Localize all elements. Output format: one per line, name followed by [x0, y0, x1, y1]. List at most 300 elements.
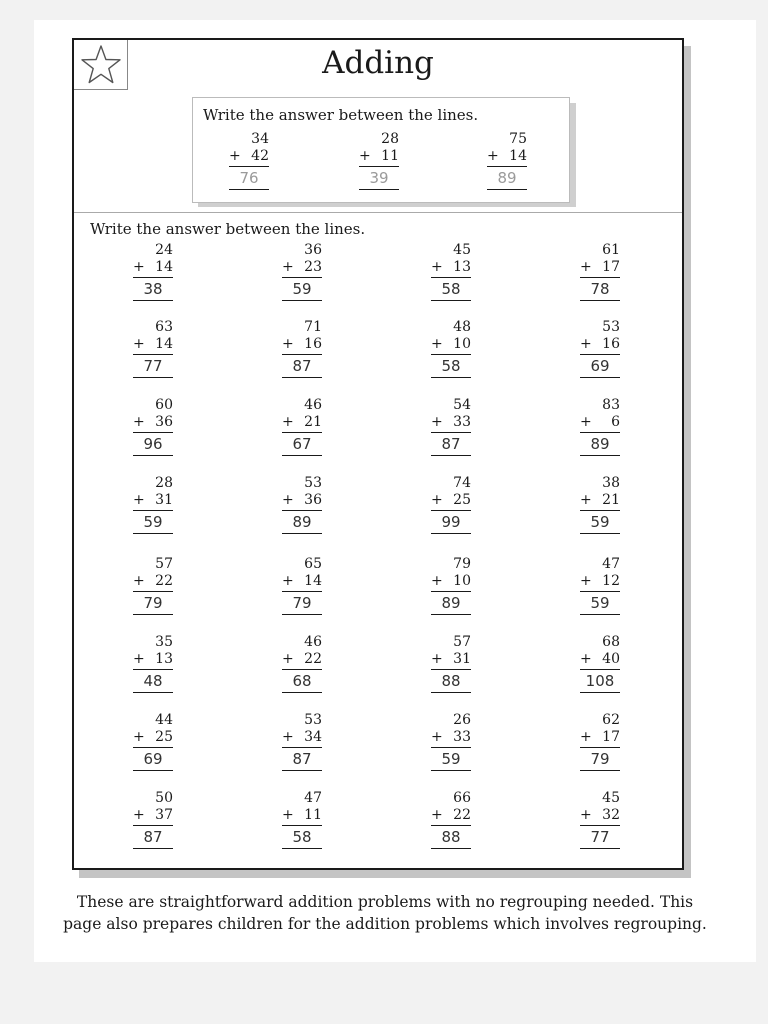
first-addend: 54	[453, 397, 471, 413]
addition-problem	[580, 319, 620, 375]
answer-value: 67	[292, 435, 312, 453]
addition-problem	[282, 397, 322, 453]
first-addend-row	[133, 475, 173, 492]
first-addend-row	[431, 712, 471, 729]
second-addend: 11	[304, 807, 322, 823]
answer-top-line	[580, 354, 620, 355]
example-problem	[359, 131, 399, 187]
plus-sign: +	[282, 573, 294, 589]
second-addend-row	[580, 807, 620, 824]
answer-bottom-line	[431, 533, 471, 534]
example-problem	[229, 131, 269, 187]
footer-line-1: These are straightforward addition problems with no regrouping needed. This	[76, 893, 694, 911]
second-addend-row	[431, 651, 471, 668]
footer-note	[40, 891, 730, 935]
addition-problem	[282, 475, 322, 531]
answer-value: 79	[292, 594, 312, 612]
addition-problem	[282, 634, 322, 690]
first-addend-row	[133, 556, 173, 573]
first-addend: 79	[453, 556, 471, 572]
plus-sign: +	[282, 336, 294, 352]
first-addend-row	[580, 319, 620, 336]
answer-top-line	[282, 432, 322, 433]
second-addend: 31	[453, 651, 471, 667]
plus-sign: +	[487, 148, 499, 164]
addition-problem	[133, 319, 173, 375]
answer-bottom-line	[133, 770, 173, 771]
second-addend: 6	[611, 414, 620, 430]
answer-top-line	[580, 277, 620, 278]
first-addend: 45	[453, 242, 471, 258]
answer-value: 69	[143, 750, 163, 768]
answer-top-line	[431, 669, 471, 670]
second-addend-row	[133, 259, 173, 276]
plus-sign: +	[282, 414, 294, 430]
first-addend-row	[580, 634, 620, 651]
first-addend: 66	[453, 790, 471, 806]
answer-value: 87	[292, 357, 312, 375]
answer-top-line	[431, 591, 471, 592]
second-addend-row	[431, 573, 471, 590]
second-addend: 13	[453, 259, 471, 275]
answer-value: 87	[292, 750, 312, 768]
first-addend-row	[133, 242, 173, 259]
first-addend-row	[431, 790, 471, 807]
addition-problem	[282, 790, 322, 846]
second-addend-row	[133, 729, 173, 746]
answer-value: 58	[441, 280, 461, 298]
answer-bottom-line	[282, 692, 322, 693]
first-addend: 62	[602, 712, 620, 728]
first-addend-row	[282, 319, 322, 336]
first-addend: 46	[304, 634, 322, 650]
answer-value: 58	[441, 357, 461, 375]
plus-sign: +	[580, 729, 592, 745]
answer-top-line	[133, 510, 173, 511]
first-addend-row	[282, 556, 322, 573]
second-addend-row	[282, 492, 322, 509]
answer-top-line	[580, 510, 620, 511]
plus-sign: +	[580, 414, 592, 430]
second-addend: 14	[155, 259, 173, 275]
plus-sign: +	[431, 259, 443, 275]
answer-top-line	[431, 510, 471, 511]
first-addend: 45	[602, 790, 620, 806]
answer-bottom-line	[282, 455, 322, 456]
first-addend-row	[431, 556, 471, 573]
second-addend-row	[431, 259, 471, 276]
second-addend: 11	[381, 148, 399, 164]
first-addend: 34	[251, 131, 269, 147]
second-addend-row	[580, 414, 620, 431]
answer-top-line	[282, 591, 322, 592]
answer-top-line	[580, 747, 620, 748]
answer-top-line	[431, 277, 471, 278]
plus-sign: +	[580, 492, 592, 508]
first-addend: 57	[155, 556, 173, 572]
addition-problem	[133, 242, 173, 298]
answer-bottom-line	[580, 377, 620, 378]
addition-problem	[133, 397, 173, 453]
second-addend: 17	[602, 259, 620, 275]
answer-top-line	[487, 166, 527, 167]
plus-sign: +	[431, 729, 443, 745]
plus-sign: +	[580, 807, 592, 823]
plus-sign: +	[580, 651, 592, 667]
second-addend: 25	[453, 492, 471, 508]
answer-top-line	[133, 591, 173, 592]
second-addend: 21	[304, 414, 322, 430]
plus-sign: +	[282, 259, 294, 275]
answer-value: 89	[292, 513, 312, 531]
first-addend-row	[133, 712, 173, 729]
first-addend-row	[487, 131, 527, 148]
second-addend: 25	[155, 729, 173, 745]
addition-problem	[282, 242, 322, 298]
answer-top-line	[282, 747, 322, 748]
answer-value: 59	[590, 513, 610, 531]
first-addend: 53	[602, 319, 620, 335]
plus-sign: +	[282, 807, 294, 823]
second-addend-row	[133, 336, 173, 353]
answer-top-line	[229, 166, 269, 167]
addition-problem	[431, 319, 471, 375]
first-addend-row	[580, 475, 620, 492]
addition-problem	[133, 556, 173, 612]
plus-sign: +	[133, 807, 145, 823]
page-title: Adding	[322, 45, 434, 81]
second-addend: 21	[602, 492, 620, 508]
plus-sign: +	[580, 336, 592, 352]
answer-top-line	[133, 432, 173, 433]
answer-top-line	[431, 747, 471, 748]
plus-sign: +	[133, 573, 145, 589]
plus-sign: +	[133, 336, 145, 352]
first-addend: 38	[602, 475, 620, 491]
addition-problem	[431, 712, 471, 768]
plus-sign: +	[431, 414, 443, 430]
answer-value: 88	[441, 828, 461, 846]
second-addend: 34	[304, 729, 322, 745]
answer-bottom-line	[133, 614, 173, 615]
first-addend: 46	[304, 397, 322, 413]
answer-top-line	[282, 510, 322, 511]
second-addend: 23	[304, 259, 322, 275]
second-addend: 10	[453, 336, 471, 352]
plus-sign: +	[431, 651, 443, 667]
first-addend: 26	[453, 712, 471, 728]
plus-sign: +	[431, 807, 443, 823]
answer-bottom-line	[133, 533, 173, 534]
addition-problem	[580, 790, 620, 846]
second-addend-row	[282, 807, 322, 824]
addition-problem	[431, 242, 471, 298]
answer-value: 59	[590, 594, 610, 612]
first-addend: 24	[155, 242, 173, 258]
second-addend-row	[431, 807, 471, 824]
second-addend-row	[431, 729, 471, 746]
plus-sign: +	[282, 729, 294, 745]
first-addend: 44	[155, 712, 173, 728]
answer-value: 38	[143, 280, 163, 298]
addition-problem	[133, 475, 173, 531]
answer-value: 79	[143, 594, 163, 612]
first-addend-row	[282, 397, 322, 414]
first-addend-row	[580, 397, 620, 414]
first-addend-row	[580, 790, 620, 807]
addition-problem	[133, 790, 173, 846]
answer-value: 89	[590, 435, 610, 453]
answer-value: 99	[441, 513, 461, 531]
addition-problem	[580, 712, 620, 768]
addition-problem	[580, 634, 620, 690]
answer-value: 88	[441, 672, 461, 690]
second-addend-row	[282, 259, 322, 276]
answer-value: 68	[292, 672, 312, 690]
answer-top-line	[580, 669, 620, 670]
answer-value: 87	[143, 828, 163, 846]
addition-problem	[431, 397, 471, 453]
addition-problem	[431, 634, 471, 690]
second-addend-row	[359, 148, 399, 165]
second-addend-row	[580, 259, 620, 276]
answer-value: 89	[497, 169, 517, 187]
answer-value: 96	[143, 435, 163, 453]
example-instruction: Write the answer between the lines.	[203, 106, 479, 124]
answer-bottom-line	[431, 614, 471, 615]
first-addend: 47	[304, 790, 322, 806]
plus-sign: +	[229, 148, 241, 164]
section-divider	[74, 212, 682, 213]
answer-bottom-line	[431, 300, 471, 301]
plus-sign: +	[580, 259, 592, 275]
first-addend: 75	[509, 131, 527, 147]
answer-top-line	[431, 432, 471, 433]
first-addend: 35	[155, 634, 173, 650]
first-addend: 71	[304, 319, 322, 335]
first-addend-row	[431, 319, 471, 336]
first-addend-row	[282, 712, 322, 729]
addition-problem	[580, 242, 620, 298]
footer-line-2: page also prepares children for the addition problems which involves regrouping.	[63, 915, 707, 933]
second-addend-row	[282, 651, 322, 668]
second-addend: 31	[155, 492, 173, 508]
plus-sign: +	[133, 259, 145, 275]
answer-value: 108	[585, 672, 615, 690]
answer-bottom-line	[431, 770, 471, 771]
addition-problem	[431, 790, 471, 846]
answer-top-line	[282, 354, 322, 355]
first-addend: 50	[155, 790, 173, 806]
answer-top-line	[133, 669, 173, 670]
second-addend-row	[431, 492, 471, 509]
first-addend: 36	[304, 242, 322, 258]
addition-problem	[282, 319, 322, 375]
second-addend-row	[580, 336, 620, 353]
answer-top-line	[580, 591, 620, 592]
first-addend-row	[282, 634, 322, 651]
addition-problem	[580, 397, 620, 453]
first-addend: 65	[304, 556, 322, 572]
second-addend: 22	[155, 573, 173, 589]
plus-sign: +	[431, 336, 443, 352]
addition-problem	[133, 712, 173, 768]
second-addend-row	[282, 573, 322, 590]
answer-top-line	[580, 825, 620, 826]
first-addend-row	[580, 556, 620, 573]
second-addend: 32	[602, 807, 620, 823]
first-addend-row	[229, 131, 269, 148]
plus-sign: +	[431, 492, 443, 508]
second-addend-row	[133, 492, 173, 509]
answer-value: 87	[441, 435, 461, 453]
first-addend-row	[431, 397, 471, 414]
answer-bottom-line	[580, 614, 620, 615]
answer-bottom-line	[580, 300, 620, 301]
second-addend-row	[229, 148, 269, 165]
plus-sign: +	[133, 414, 145, 430]
first-addend-row	[282, 790, 322, 807]
second-addend: 42	[251, 148, 269, 164]
answer-bottom-line	[431, 692, 471, 693]
answer-bottom-line	[580, 848, 620, 849]
addition-problem	[431, 556, 471, 612]
second-addend: 13	[155, 651, 173, 667]
answer-value: 78	[590, 280, 610, 298]
first-addend: 68	[602, 634, 620, 650]
answer-bottom-line	[133, 692, 173, 693]
answer-bottom-line	[431, 455, 471, 456]
second-addend-row	[580, 492, 620, 509]
plus-sign: +	[580, 573, 592, 589]
first-addend-row	[133, 634, 173, 651]
second-addend-row	[133, 573, 173, 590]
first-addend: 60	[155, 397, 173, 413]
answer-value: 58	[292, 828, 312, 846]
first-addend: 53	[304, 475, 322, 491]
plus-sign: +	[359, 148, 371, 164]
plus-sign: +	[282, 651, 294, 667]
addition-problem	[133, 634, 173, 690]
addition-problem	[282, 712, 322, 768]
answer-bottom-line	[431, 377, 471, 378]
second-addend-row	[133, 414, 173, 431]
answer-top-line	[580, 432, 620, 433]
second-addend: 14	[155, 336, 173, 352]
first-addend-row	[580, 712, 620, 729]
answer-value: 76	[239, 169, 259, 187]
example-box	[192, 97, 570, 203]
answer-bottom-line	[282, 533, 322, 534]
answer-top-line	[359, 166, 399, 167]
second-addend-row	[431, 336, 471, 353]
second-addend: 22	[304, 651, 322, 667]
second-addend-row	[282, 414, 322, 431]
example-problem	[487, 131, 527, 187]
worksheet-frame	[72, 38, 684, 870]
first-addend: 57	[453, 634, 471, 650]
answer-value: 59	[441, 750, 461, 768]
plus-sign: +	[133, 492, 145, 508]
answer-value: 77	[143, 357, 163, 375]
answer-value: 59	[143, 513, 163, 531]
second-addend-row	[487, 148, 527, 165]
second-addend: 22	[453, 807, 471, 823]
answer-bottom-line	[282, 300, 322, 301]
second-addend: 17	[602, 729, 620, 745]
first-addend: 63	[155, 319, 173, 335]
second-addend-row	[282, 729, 322, 746]
answer-top-line	[431, 825, 471, 826]
answer-bottom-line	[282, 770, 322, 771]
first-addend-row	[133, 319, 173, 336]
answer-bottom-line	[282, 377, 322, 378]
answer-value: 89	[441, 594, 461, 612]
second-addend: 33	[453, 414, 471, 430]
addition-problem	[431, 475, 471, 531]
second-addend: 16	[602, 336, 620, 352]
second-addend: 16	[304, 336, 322, 352]
second-addend-row	[133, 807, 173, 824]
first-addend: 47	[602, 556, 620, 572]
second-addend: 37	[155, 807, 173, 823]
answer-bottom-line	[580, 692, 620, 693]
answer-top-line	[282, 277, 322, 278]
second-addend: 14	[304, 573, 322, 589]
answer-bottom-line	[282, 848, 322, 849]
first-addend: 74	[453, 475, 471, 491]
answer-bottom-line	[580, 455, 620, 456]
answer-bottom-line	[359, 189, 399, 190]
second-addend: 36	[155, 414, 173, 430]
second-addend-row	[580, 729, 620, 746]
answer-top-line	[282, 669, 322, 670]
answer-value: 77	[590, 828, 610, 846]
first-addend: 28	[155, 475, 173, 491]
addition-problem	[580, 475, 620, 531]
first-addend-row	[431, 634, 471, 651]
answer-bottom-line	[282, 614, 322, 615]
answer-bottom-line	[133, 300, 173, 301]
plus-sign: +	[282, 492, 294, 508]
answer-value: 59	[292, 280, 312, 298]
addition-problem	[580, 556, 620, 612]
first-addend-row	[133, 397, 173, 414]
plus-sign: +	[133, 729, 145, 745]
second-addend: 12	[602, 573, 620, 589]
answer-bottom-line	[580, 770, 620, 771]
main-instruction: Write the answer between the lines.	[90, 220, 366, 238]
addition-problem	[282, 556, 322, 612]
answer-bottom-line	[487, 189, 527, 190]
first-addend-row	[282, 475, 322, 492]
answer-bottom-line	[431, 848, 471, 849]
second-addend: 33	[453, 729, 471, 745]
answer-top-line	[282, 825, 322, 826]
second-addend-row	[580, 651, 620, 668]
first-addend: 48	[453, 319, 471, 335]
answer-value: 48	[143, 672, 163, 690]
first-addend-row	[282, 242, 322, 259]
answer-bottom-line	[133, 377, 173, 378]
second-addend-row	[282, 336, 322, 353]
second-addend: 10	[453, 573, 471, 589]
first-addend: 53	[304, 712, 322, 728]
answer-value: 69	[590, 357, 610, 375]
first-addend: 28	[381, 131, 399, 147]
first-addend-row	[359, 131, 399, 148]
second-addend-row	[431, 414, 471, 431]
